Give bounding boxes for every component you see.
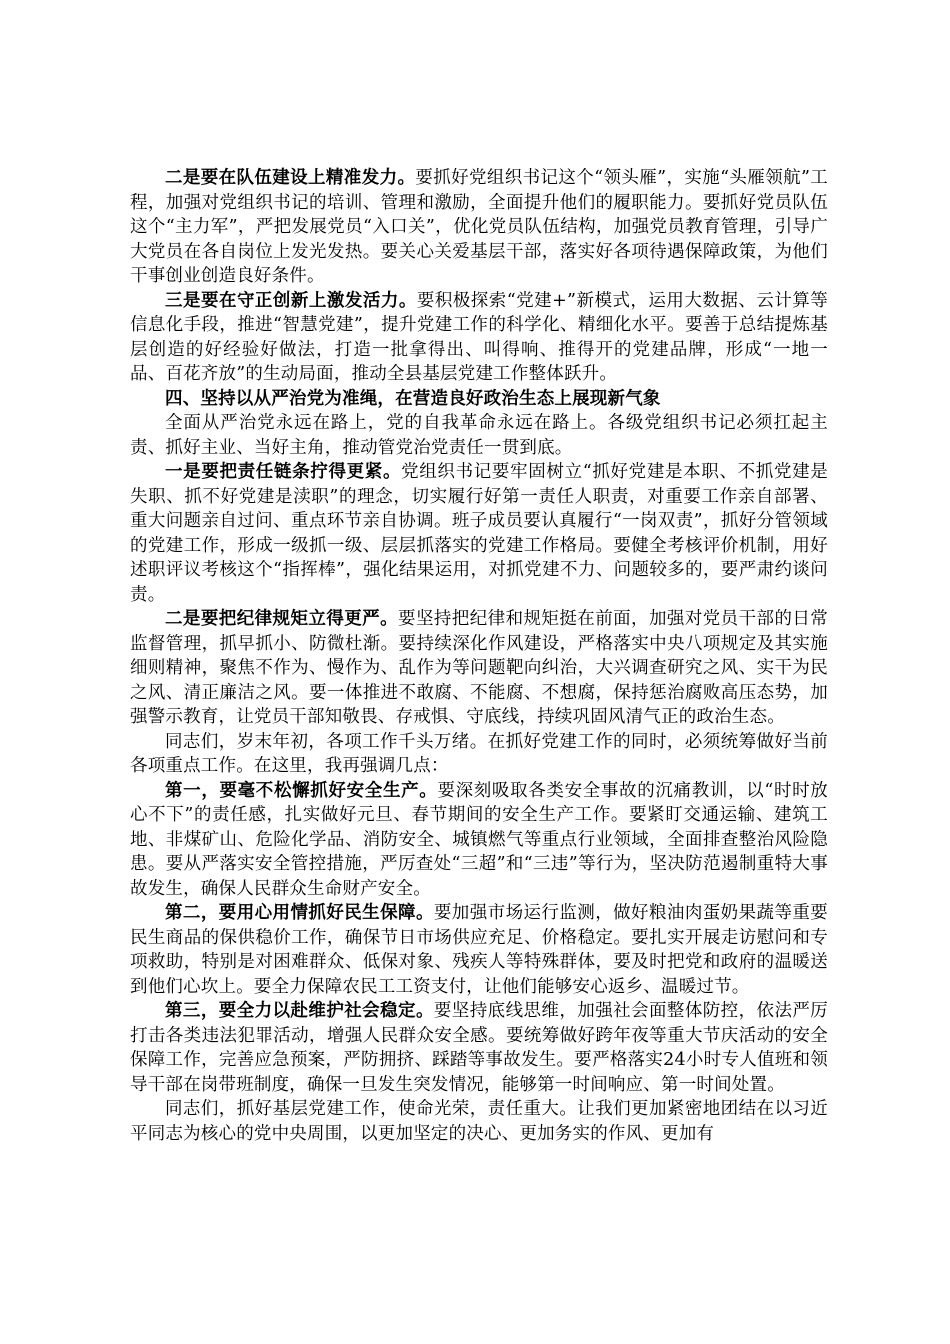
paragraph-responsibility-chain (130, 460, 828, 607)
paragraph-lead: 第三，要全力以赴维护社会稳定。 (165, 1001, 434, 1021)
paragraph-lead: 三是要在守正创新上激发活力。 (165, 290, 417, 311)
paragraph-livelihood (130, 901, 828, 999)
section-heading-four: 四、坚持以从严治党为准绳，在营造良好政治生态上展现新气象 (165, 388, 661, 409)
paragraph-body: 要深刻吸取各类安全事故的沉痛教训，以“时时放心不下”的责任感，扎实做好元旦、春节期间的安全生产工作。要紧盯交通运输、建筑工地、非煤矿山、危险化学品、消防安全、城镇燃气等重点行业领域，全面排查整治风险隐患。要从严落实安全管控措施，严厉查处“三超”和“三违”等行为，坚决防范遏制重特大事故发生，确保人民群众生命财产安全。 (130, 780, 828, 899)
paragraph-body: 同志们，岁末年初，各项工作千头万绪。在抓好党建工作的同时，必须统筹做好当前各项重点工作。在这里，我再强调几点： (130, 731, 828, 776)
paragraph-lead: 二是要把纪律规矩立得更严。 (165, 609, 399, 629)
paragraph-team-building (130, 166, 828, 289)
paragraph-lead: 二是要在队伍建设上精准发力。 (165, 168, 416, 188)
paragraph-lead: 第二，要用心用情抓好民生保障。 (165, 903, 434, 923)
paragraph-body: 要坚持把纪律和规矩挺在前面，加强对党员干部的日常监督管理，抓早抓小、防微杜渐。要持续深化作风建设，严格落实中央八项规定及其实施细则精神，聚焦不作为、慢作为、乱作为等问题靶向纠治，大兴调查研究之风、实干为民之风、清正廉洁之风。要一体推进不敢腐、不能腐、不想腐，保持惩治腐败高压态势，加强警示教育，让党员干部知敬畏、存戒惧、守底线，持续巩固风清气正的政治生态。 (130, 609, 828, 727)
paragraph-discipline (130, 607, 828, 730)
paragraph-body: 党组织书记要牢固树立“抓好党建是本职、不抓党建是失职、抓不好党建是渎职”的理念，切实履行好第一责任人职责，对重要工作亲自部署、重大问题亲自过问、重点环节亲自协调。班子成员要认真履行“一岗双责”，抓好分管领域的党建工作，形成一级抓一级、层层抓落实的党建工作格局。要健全考核评价机制，用好述职评议考核这个“指挥棒”，强化结果运用，对抓党建不力、问题较多的，要严肃约谈问责。 (130, 462, 828, 605)
paragraph-closing (130, 1097, 828, 1146)
paragraph-body: 全面从严治党永远在路上，党的自我革命永远在路上。各级党组织书记必须扛起主责、抓好主业、当好主角，推动管党治党责任一贯到底。 (130, 413, 828, 458)
paragraph-safety (130, 779, 828, 902)
paragraph-lead: 一是要把责任链条拧得更紧。 (165, 462, 402, 482)
paragraph-body: 同志们，抓好基层党建工作，使命光荣，责任重大。让我们更加紧密地团结在以习近平同志为核心的党中央周围，以更加坚定的决心、更加务实的作风、更加有 (130, 1099, 828, 1144)
paragraph-stability (130, 999, 828, 1097)
paragraph-transition (130, 730, 828, 779)
paragraph-body: 要积极探索“党建+”新模式，运用大数据、云计算等信息化手段，推进“智慧党建”，提升党建工作的科学化、精细化水平。要善于总结提炼基层创造的好经验好做法，打造一批拿得出、叫得响、推得开的党建品牌，形成“一地一品、百花齐放”的生动局面，推动全县基层党建工作整体跃升。 (130, 290, 828, 384)
document-page (130, 166, 828, 1146)
paragraph-intro-strict-governance (130, 411, 828, 460)
paragraph-innovation (130, 289, 828, 387)
paragraph-body: 要加强市场运行监测，做好粮油肉蛋奶果蔬等重要民生商品的保供稳价工作，确保节日市场供应充足、价格稳定。要扎实开展走访慰问和专项救助，特别是对困难群众、低保对象、残疾人等特殊群体，要及时把党和政府的温暖送到他们心坎上。要全力保障农民工工资支付，让他们能够安心返乡、温暖过节。 (130, 903, 828, 997)
paragraph-body: 要抓好党组织书记这个“领头雁”，实施“头雁领航”工程，加强对党组织书记的培训、管理和激励，全面提升他们的履职能力。要抓好党员队伍这个“主力军”，严把发展党员“入口关”，优化党员队伍结构，加强党员教育管理，引导广大党员在各自岗位上发光发热。要关心关爱基层干部，落实好各项待遇保障政策，为他们干事创业创造良好条件。 (130, 168, 828, 286)
paragraph-lead: 第一，要毫不松懈抓好安全生产。 (165, 780, 438, 801)
paragraph-body: 要坚持底线思维，加强社会面整体防控，依法严厉打击各类违法犯罪活动，增强人民群众安全感。要统筹做好跨年夜等重大节庆活动的安全保障工作，完善应急预案，严防拥挤、踩踏等事故发生。要严格落实24小时专人值班和领导干部在岗带班制度，确保一旦发生突发情况，能够第一时间响应、第一时间处置。 (130, 1001, 828, 1095)
